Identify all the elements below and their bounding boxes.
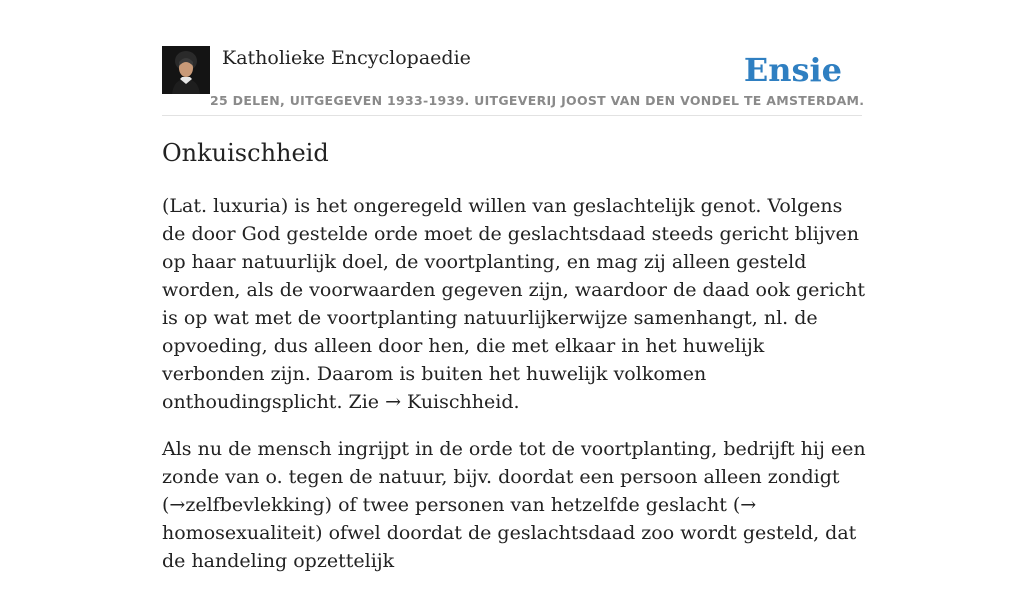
publication-title[interactable]: Katholieke Encyclopaedie (222, 47, 471, 69)
portrait-avatar-icon[interactable] (162, 46, 210, 94)
article-paragraph: Als nu de mensch ingrijpt in de orde tot de voortplanting, bedrijft hij een zonde van o. tegen de natuur, bijv. doordat een persoon alleen zondigt (→zelfbevlekking) of twee personen van hetzelfde geslacht (→ homosexualiteit) ofwel doordat de geslachtsdaad zoo wordt gesteld, dat de handeling opzettelijk (162, 438, 866, 572)
site-header (162, 46, 865, 116)
header-divider (162, 115, 862, 116)
ensie-logo[interactable]: Ensie (743, 51, 842, 89)
article-title: Onkuischheid (162, 139, 329, 167)
article-body (162, 192, 867, 594)
publication-subtitle: 25 DELEN, UITGEGEVEN 1933-1939. UITGEVERIJ JOOST VAN DEN VONDEL TE AMSTERDAM. (210, 93, 865, 108)
article-paragraph: (Lat. luxuria) is het ongeregeld willen van geslachtelijk genot. Volgens de door God gestelde orde moet de geslachtsdaad steeds gericht blijven op haar natuurlijk doel, de voortplanting, en mag zij alleen gesteld worden, als de voorwaarden gegeven zijn, waardoor de daad ook gericht is op wat met de voortplanting natuurlijkerwijze samenhangt, nl. de opvoeding, dus alleen door hen, die met elkaar in het huwelijk verbonden zijn. Daarom is buiten het huwelijk volkomen onthoudingsplicht. Zie → Kuischheid. (162, 195, 866, 413)
